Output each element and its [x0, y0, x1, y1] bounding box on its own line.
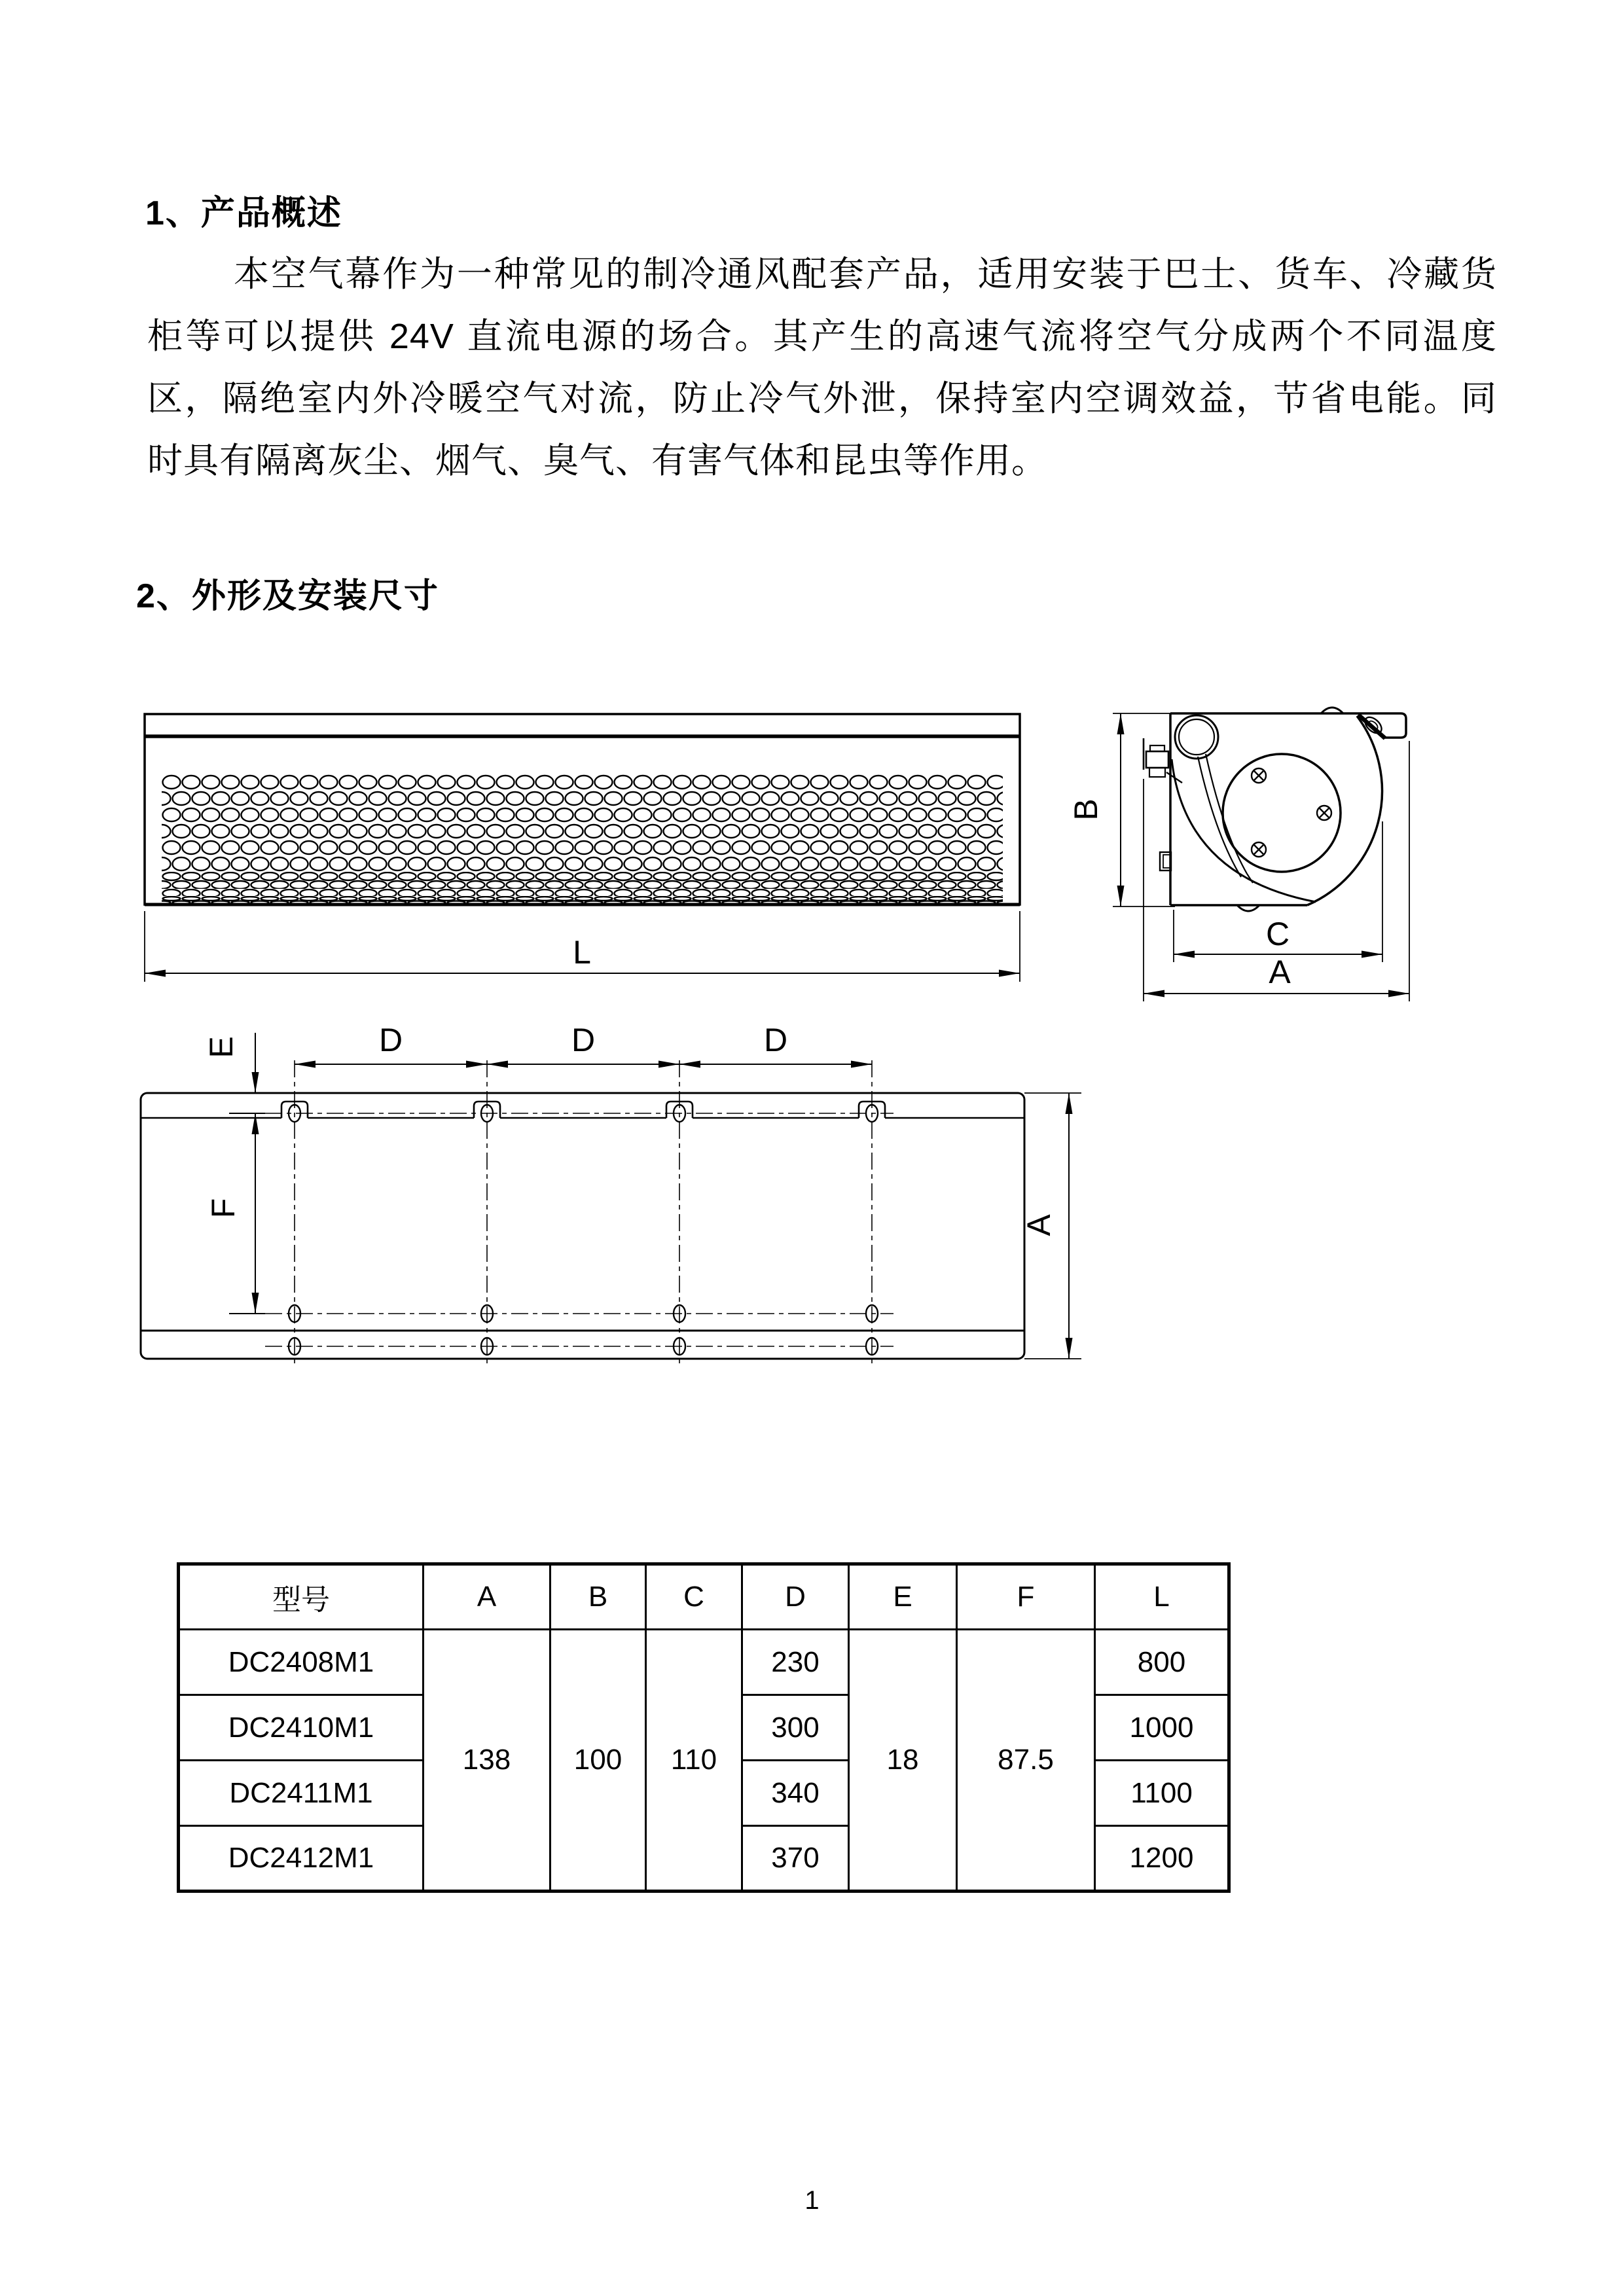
table-cell-b: 100 [550, 1630, 646, 1892]
table-cell-c: 110 [646, 1630, 742, 1892]
dim-label-spacing: D [378, 1022, 403, 1058]
table-cell-d: 300 [742, 1695, 849, 1761]
table-header-model: 型号 [179, 1564, 424, 1630]
table-cell-model: DC2410M1 [179, 1695, 424, 1761]
section1-title: 1、产品概述 [145, 194, 342, 232]
dim-label-inner-width: C [1265, 916, 1290, 952]
table-header-c: C [646, 1564, 742, 1630]
table-cell-d: 230 [742, 1630, 849, 1695]
table-header-f: F [957, 1564, 1095, 1630]
dim-label-span: F [205, 1198, 242, 1219]
section1-paragraph [147, 243, 1497, 492]
paragraph-line: 区，隔绝室内外冷暖空气对流，防止冷气外泄，保持室内空调效益，节省电能。同 [147, 379, 1497, 418]
table-header-d: D [742, 1564, 849, 1630]
paragraph-line: 本空气幕作为一种常见的制冷通风配套产品，适用安装于巴士、货车、冷藏货 [234, 255, 1497, 294]
table-cell-l: 1100 [1095, 1761, 1229, 1826]
paragraph-line: 柜等可以提供 24V 直流电源的场合。其产生的高速气流将空气分成两个不同温度 [147, 317, 1497, 356]
spec-table [177, 1562, 1231, 1893]
dim-label-spacing: D [763, 1022, 788, 1058]
dim-label-length: L [573, 934, 591, 971]
table-cell-e: 18 [849, 1630, 957, 1892]
table-cell-d: 370 [742, 1826, 849, 1892]
table-header-b: B [550, 1564, 646, 1630]
table-header-e: E [849, 1564, 957, 1630]
front-view-drawing [131, 694, 1047, 988]
side-view-drawing [1067, 681, 1434, 1008]
table-cell-d: 340 [742, 1761, 849, 1826]
installation-drawing [131, 1008, 1113, 1381]
table-cell-f: 87.5 [957, 1630, 1095, 1892]
dim-label-width: A [1269, 954, 1291, 990]
table-header-row [179, 1564, 1229, 1630]
dim-label-height: B [1068, 798, 1104, 821]
table-cell-model: DC2408M1 [179, 1630, 424, 1695]
table-cell-a: 138 [424, 1630, 550, 1892]
page-number: 1 [804, 2186, 820, 2215]
table-cell-l: 1200 [1095, 1826, 1229, 1892]
dim-label-edge: E [203, 1036, 240, 1058]
table-cell-l: 800 [1095, 1630, 1229, 1695]
paragraph-line: 时具有隔离灰尘、烟气、臭气、有害气体和昆虫等作用。 [147, 441, 1047, 480]
table-cell-model: DC2411M1 [179, 1761, 424, 1826]
dim-label-height: A [1020, 1214, 1057, 1236]
dim-label-spacing: D [571, 1022, 596, 1058]
table-header-a: A [424, 1564, 550, 1630]
table-header-l: L [1095, 1564, 1229, 1630]
section2-title: 2、外形及安装尺寸 [136, 577, 439, 615]
table-row [179, 1630, 1229, 1695]
table-cell-l: 1000 [1095, 1695, 1229, 1761]
table-cell-model: DC2412M1 [179, 1826, 424, 1892]
